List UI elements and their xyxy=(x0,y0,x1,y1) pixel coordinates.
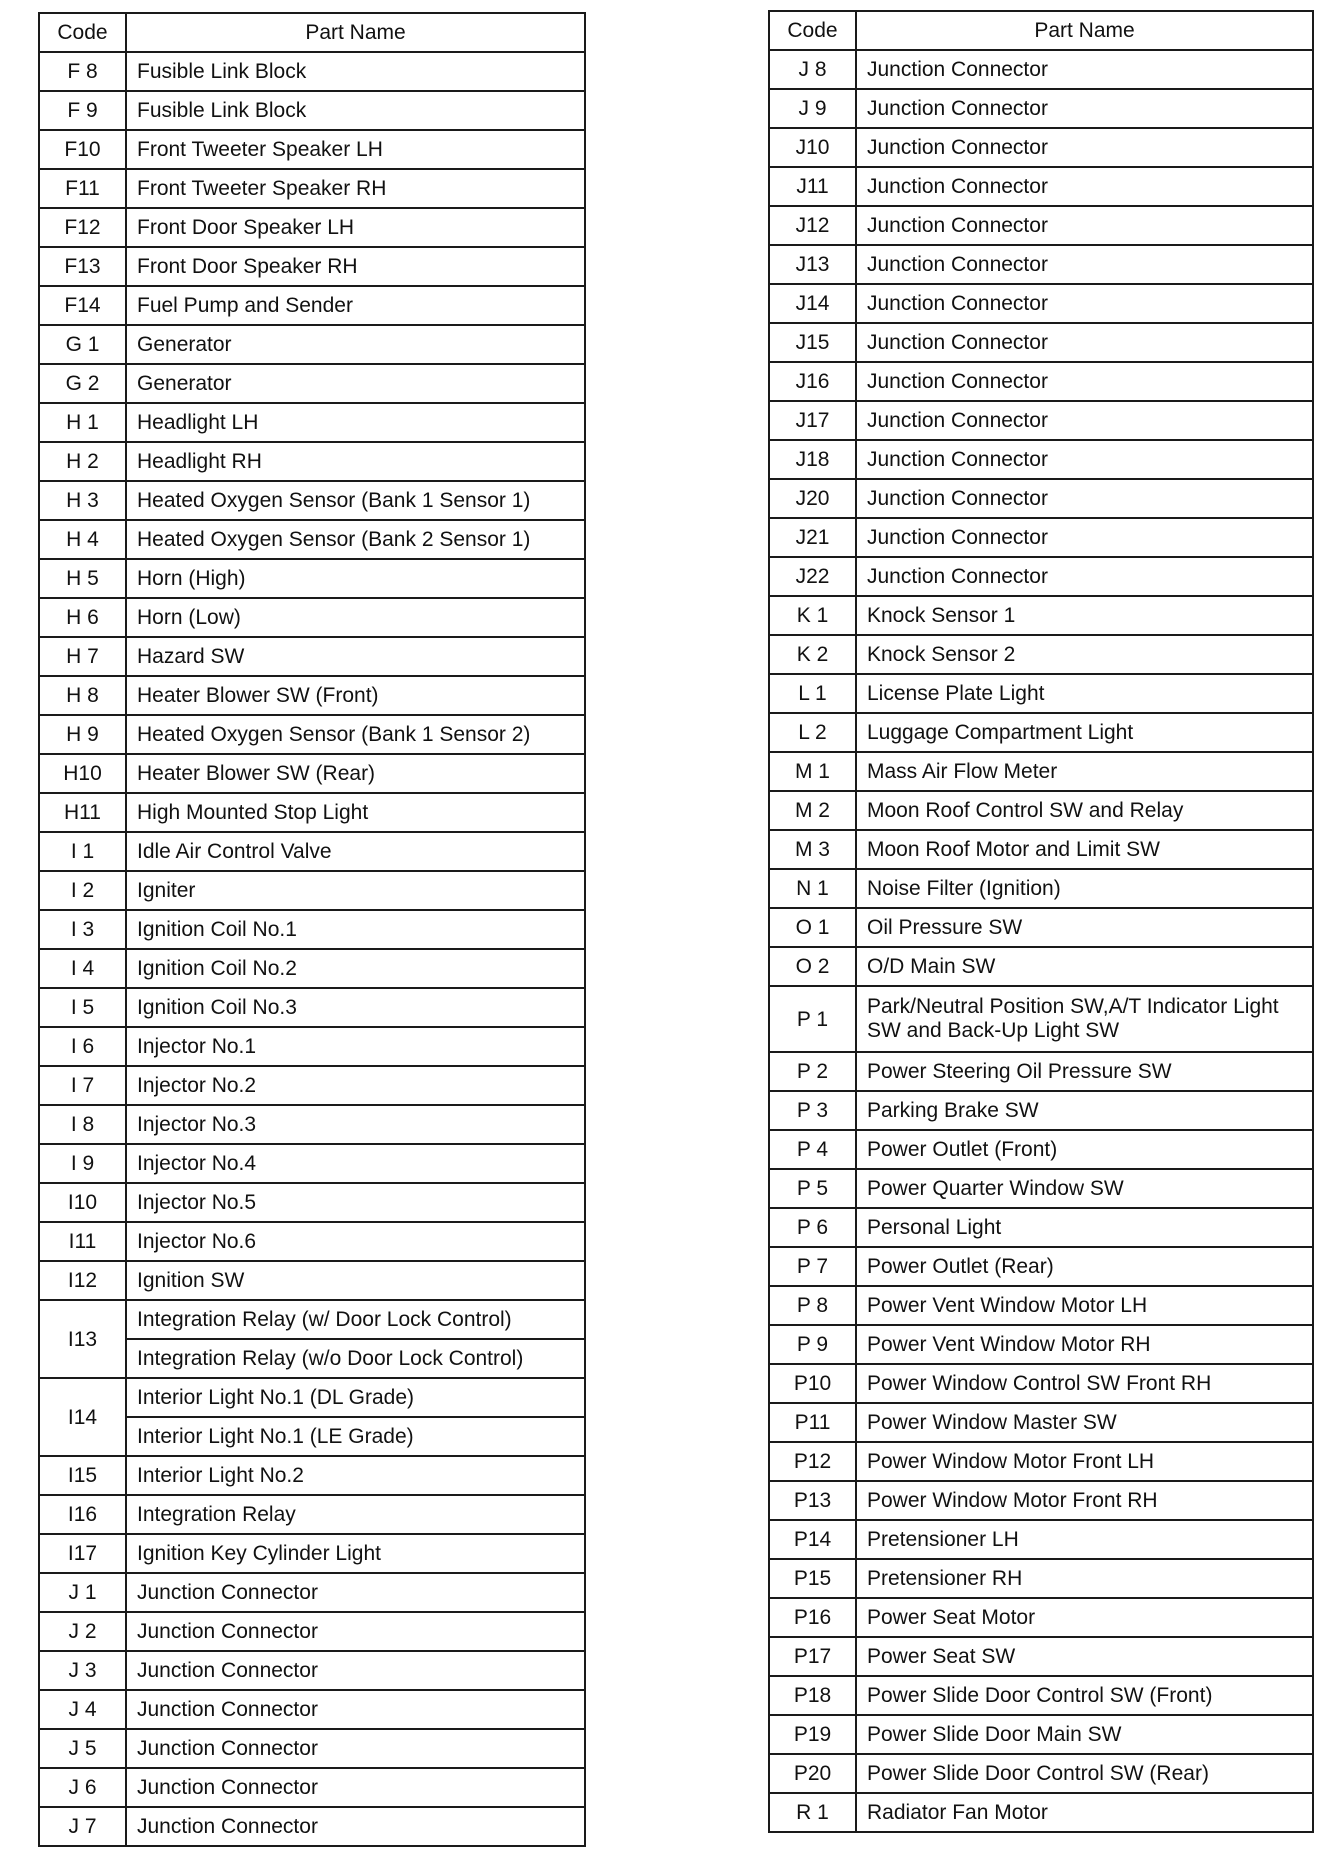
part-code-cell: H 5 xyxy=(39,559,126,598)
code-column-header: Code xyxy=(769,11,856,50)
part-code-cell: M 3 xyxy=(769,830,856,869)
part-name-cell: Knock Sensor 2 xyxy=(856,635,1313,674)
part-code-cell: P20 xyxy=(769,1754,856,1793)
table-row xyxy=(39,169,585,208)
table-row xyxy=(769,986,1313,1052)
part-name-cell: Moon Roof Motor and Limit SW xyxy=(856,830,1313,869)
table-row xyxy=(769,1559,1313,1598)
part-code-cell: M 1 xyxy=(769,752,856,791)
part-name-cell: Power Outlet (Rear) xyxy=(856,1247,1313,1286)
table-row xyxy=(39,481,585,520)
part-code-cell: J 3 xyxy=(39,1651,126,1690)
table-row xyxy=(769,830,1313,869)
part-code-cell: J13 xyxy=(769,245,856,284)
part-code-cell: H11 xyxy=(39,793,126,832)
table-row xyxy=(39,1456,585,1495)
part-code-cell: H 2 xyxy=(39,442,126,481)
part-code-cell: J15 xyxy=(769,323,856,362)
part-code-cell: L 1 xyxy=(769,674,856,713)
table-row xyxy=(39,208,585,247)
table-header-row xyxy=(39,13,585,52)
part-name-cell: Power Outlet (Front) xyxy=(856,1130,1313,1169)
part-code-cell: M 2 xyxy=(769,791,856,830)
part-name-cell: Mass Air Flow Meter xyxy=(856,752,1313,791)
part-name-cell: Front Tweeter Speaker LH xyxy=(126,130,585,169)
table-row xyxy=(769,1715,1313,1754)
part-name-cell: Power Slide Door Control SW (Rear) xyxy=(856,1754,1313,1793)
part-code-cell: P14 xyxy=(769,1520,856,1559)
part-code-cell: F 9 xyxy=(39,91,126,130)
part-name-cell: O/D Main SW xyxy=(856,947,1313,986)
part-code-cell: H 4 xyxy=(39,520,126,559)
part-code-cell: J 5 xyxy=(39,1729,126,1768)
part-code-cell: I 2 xyxy=(39,871,126,910)
part-name-cell: Personal Light xyxy=(856,1208,1313,1247)
table-row xyxy=(39,247,585,286)
table-row xyxy=(39,910,585,949)
table-row xyxy=(39,637,585,676)
part-code-cell: J18 xyxy=(769,440,856,479)
table-row xyxy=(39,949,585,988)
table-row xyxy=(39,1495,585,1534)
part-name-cell: Heater Blower SW (Front) xyxy=(126,676,585,715)
part-code-cell: P12 xyxy=(769,1442,856,1481)
table-row xyxy=(769,596,1313,635)
part-name-cell: Junction Connector xyxy=(856,284,1313,323)
part-code-cell: P19 xyxy=(769,1715,856,1754)
table-row xyxy=(39,1612,585,1651)
part-code-cell: I12 xyxy=(39,1261,126,1300)
table-row xyxy=(769,908,1313,947)
part-name-column-header: Part Name xyxy=(126,13,585,52)
table-row xyxy=(769,752,1313,791)
table-row xyxy=(39,1183,585,1222)
part-name-cell: Moon Roof Control SW and Relay xyxy=(856,791,1313,830)
table-row xyxy=(769,674,1313,713)
part-code-cell: G 1 xyxy=(39,325,126,364)
part-code-cell: P 4 xyxy=(769,1130,856,1169)
part-code-cell: H 8 xyxy=(39,676,126,715)
part-name-cell: Heated Oxygen Sensor (Bank 1 Sensor 2) xyxy=(126,715,585,754)
part-name-cell: Headlight RH xyxy=(126,442,585,481)
table-row xyxy=(39,1105,585,1144)
part-name-cell: Injector No.1 xyxy=(126,1027,585,1066)
table-row xyxy=(39,1300,585,1339)
table-row xyxy=(769,89,1313,128)
table-row xyxy=(769,1637,1313,1676)
table-row xyxy=(769,206,1313,245)
part-name-cell: Heated Oxygen Sensor (Bank 2 Sensor 1) xyxy=(126,520,585,559)
part-name-cell: Junction Connector xyxy=(856,128,1313,167)
table-row xyxy=(769,1403,1313,1442)
table-row xyxy=(39,1261,585,1300)
part-name-cell: Generator xyxy=(126,325,585,364)
table-row xyxy=(39,286,585,325)
part-name-cell: Junction Connector xyxy=(856,479,1313,518)
table-row xyxy=(769,518,1313,557)
part-code-cell: H10 xyxy=(39,754,126,793)
part-name-cell: Power Slide Door Main SW xyxy=(856,1715,1313,1754)
part-name-cell: Power Vent Window Motor LH xyxy=(856,1286,1313,1325)
table-row xyxy=(769,1754,1313,1793)
part-name-cell: Front Door Speaker LH xyxy=(126,208,585,247)
part-name-cell: Fuel Pump and Sender xyxy=(126,286,585,325)
part-name-cell: Integration Relay xyxy=(126,1495,585,1534)
table-row xyxy=(769,1481,1313,1520)
part-code-cell: P17 xyxy=(769,1637,856,1676)
table-row xyxy=(769,713,1313,752)
table-row xyxy=(769,479,1313,518)
table-row xyxy=(39,559,585,598)
table-row xyxy=(39,1768,585,1807)
part-name-cell: Junction Connector xyxy=(856,557,1313,596)
part-code-cell: I17 xyxy=(39,1534,126,1573)
part-code-cell: P 6 xyxy=(769,1208,856,1247)
part-name-cell: Ignition Coil No.2 xyxy=(126,949,585,988)
part-name-cell: Front Tweeter Speaker RH xyxy=(126,169,585,208)
part-name-cell: Junction Connector xyxy=(856,401,1313,440)
part-name-cell: Park/Neutral Position SW,A/T Indicator Light SW and Back-Up Light SW xyxy=(856,986,1313,1052)
part-code-cell: H 9 xyxy=(39,715,126,754)
table-row xyxy=(769,128,1313,167)
part-name-cell: Injector No.5 xyxy=(126,1183,585,1222)
part-name-cell: Interior Light No.1 (LE Grade) xyxy=(126,1417,585,1456)
table-row xyxy=(39,1807,585,1846)
part-name-cell: Power Window Motor Front RH xyxy=(856,1481,1313,1520)
part-name-cell: Junction Connector xyxy=(856,362,1313,401)
table-row xyxy=(769,1052,1313,1091)
part-code-cell: P15 xyxy=(769,1559,856,1598)
part-name-column-header: Part Name xyxy=(856,11,1313,50)
table-row xyxy=(39,403,585,442)
part-code-cell: P11 xyxy=(769,1403,856,1442)
table-row xyxy=(39,676,585,715)
part-name-cell: Injector No.6 xyxy=(126,1222,585,1261)
part-code-cell: N 1 xyxy=(769,869,856,908)
table-row xyxy=(39,520,585,559)
part-code-cell: F13 xyxy=(39,247,126,286)
part-name-cell: Heated Oxygen Sensor (Bank 1 Sensor 1) xyxy=(126,481,585,520)
part-code-cell: F10 xyxy=(39,130,126,169)
part-name-cell: Junction Connector xyxy=(856,167,1313,206)
table-row xyxy=(769,1169,1313,1208)
part-name-cell: Injector No.2 xyxy=(126,1066,585,1105)
part-code-cell: I11 xyxy=(39,1222,126,1261)
part-name-cell: Interior Light No.1 (DL Grade) xyxy=(126,1378,585,1417)
part-code-cell: I14 xyxy=(39,1378,126,1456)
table-row xyxy=(39,1651,585,1690)
table-row xyxy=(39,52,585,91)
part-code-cell: I 5 xyxy=(39,988,126,1027)
part-code-cell: F12 xyxy=(39,208,126,247)
table-row xyxy=(39,793,585,832)
part-code-cell: P13 xyxy=(769,1481,856,1520)
part-name-cell: Hazard SW xyxy=(126,637,585,676)
part-name-cell: Power Seat SW xyxy=(856,1637,1313,1676)
table-row xyxy=(39,364,585,403)
part-code-cell: I 8 xyxy=(39,1105,126,1144)
table-row xyxy=(769,1247,1313,1286)
part-name-cell: High Mounted Stop Light xyxy=(126,793,585,832)
table-row xyxy=(769,1520,1313,1559)
part-name-cell: Power Seat Motor xyxy=(856,1598,1313,1637)
part-name-cell: Knock Sensor 1 xyxy=(856,596,1313,635)
part-name-cell: Integration Relay (w/o Door Lock Control) xyxy=(126,1339,585,1378)
part-name-cell: Power Quarter Window SW xyxy=(856,1169,1313,1208)
part-code-cell: P 1 xyxy=(769,986,856,1052)
table-row xyxy=(769,440,1313,479)
part-code-cell: I 6 xyxy=(39,1027,126,1066)
part-name-cell: Ignition Coil No.3 xyxy=(126,988,585,1027)
part-name-cell: Power Slide Door Control SW (Front) xyxy=(856,1676,1313,1715)
part-code-cell: I 9 xyxy=(39,1144,126,1183)
part-name-cell: Parking Brake SW xyxy=(856,1091,1313,1130)
table-row xyxy=(39,130,585,169)
part-code-cell: H 6 xyxy=(39,598,126,637)
part-code-cell: P 7 xyxy=(769,1247,856,1286)
parts-table-left xyxy=(38,12,586,1847)
part-name-cell: Power Vent Window Motor RH xyxy=(856,1325,1313,1364)
table-row xyxy=(769,323,1313,362)
table-row xyxy=(39,1729,585,1768)
part-name-cell: Power Window Motor Front LH xyxy=(856,1442,1313,1481)
part-code-cell: P 9 xyxy=(769,1325,856,1364)
part-name-cell: Ignition SW xyxy=(126,1261,585,1300)
table-row xyxy=(39,715,585,754)
table-row xyxy=(769,1598,1313,1637)
part-code-cell: J 9 xyxy=(769,89,856,128)
table-row xyxy=(769,284,1313,323)
part-name-cell: Junction Connector xyxy=(126,1612,585,1651)
table-row xyxy=(769,401,1313,440)
part-name-cell: Heater Blower SW (Rear) xyxy=(126,754,585,793)
parts-table-body xyxy=(769,50,1313,1832)
part-code-cell: O 1 xyxy=(769,908,856,947)
table-row xyxy=(769,167,1313,206)
part-name-cell: Injector No.4 xyxy=(126,1144,585,1183)
table-row xyxy=(769,50,1313,89)
part-name-cell: Horn (Low) xyxy=(126,598,585,637)
part-code-cell: J 7 xyxy=(39,1807,126,1846)
table-row xyxy=(769,1364,1313,1403)
part-code-cell: P 3 xyxy=(769,1091,856,1130)
table-row xyxy=(769,947,1313,986)
table-row xyxy=(39,598,585,637)
table-row xyxy=(769,362,1313,401)
part-name-cell: Luggage Compartment Light xyxy=(856,713,1313,752)
table-row xyxy=(39,1378,585,1417)
part-code-cell: H 1 xyxy=(39,403,126,442)
part-code-cell: I 3 xyxy=(39,910,126,949)
part-name-cell: Junction Connector xyxy=(126,1651,585,1690)
part-name-cell: Power Window Master SW xyxy=(856,1403,1313,1442)
part-code-cell: J 2 xyxy=(39,1612,126,1651)
table-row xyxy=(39,325,585,364)
part-name-cell: Junction Connector xyxy=(126,1690,585,1729)
part-name-cell: Fusible Link Block xyxy=(126,91,585,130)
table-row xyxy=(39,91,585,130)
table-row xyxy=(769,245,1313,284)
part-code-cell: J20 xyxy=(769,479,856,518)
table-row xyxy=(39,871,585,910)
table-row xyxy=(39,1222,585,1261)
table-row xyxy=(39,1573,585,1612)
part-name-cell: Headlight LH xyxy=(126,403,585,442)
table-row xyxy=(769,869,1313,908)
part-name-cell: Idle Air Control Valve xyxy=(126,832,585,871)
table-row xyxy=(39,988,585,1027)
part-name-cell: Junction Connector xyxy=(126,1807,585,1846)
table-row xyxy=(769,1325,1313,1364)
parts-table-right xyxy=(768,10,1314,1833)
part-code-cell: J11 xyxy=(769,167,856,206)
part-name-cell: Junction Connector xyxy=(856,206,1313,245)
part-name-cell: Junction Connector xyxy=(856,323,1313,362)
part-name-cell: Pretensioner LH xyxy=(856,1520,1313,1559)
part-name-cell: Power Window Control SW Front RH xyxy=(856,1364,1313,1403)
part-code-cell: J10 xyxy=(769,128,856,167)
part-name-cell: Junction Connector xyxy=(126,1573,585,1612)
part-code-cell: H 7 xyxy=(39,637,126,676)
part-code-cell: F14 xyxy=(39,286,126,325)
part-code-cell: R 1 xyxy=(769,1793,856,1832)
part-code-cell: P 2 xyxy=(769,1052,856,1091)
part-code-cell: I 4 xyxy=(39,949,126,988)
part-code-cell: P10 xyxy=(769,1364,856,1403)
part-name-cell: Front Door Speaker RH xyxy=(126,247,585,286)
table-row xyxy=(39,754,585,793)
table-row xyxy=(769,1130,1313,1169)
part-code-cell: F 8 xyxy=(39,52,126,91)
part-code-cell: J 4 xyxy=(39,1690,126,1729)
part-name-cell: Junction Connector xyxy=(126,1729,585,1768)
part-name-cell: Generator xyxy=(126,364,585,403)
part-code-cell: J 1 xyxy=(39,1573,126,1612)
table-row xyxy=(39,1534,585,1573)
table-row xyxy=(39,1066,585,1105)
part-code-cell: O 2 xyxy=(769,947,856,986)
part-code-cell: J 6 xyxy=(39,1768,126,1807)
table-row xyxy=(39,1690,585,1729)
part-name-cell: Junction Connector xyxy=(856,89,1313,128)
code-column-header: Code xyxy=(39,13,126,52)
table-row xyxy=(39,442,585,481)
part-code-cell: P16 xyxy=(769,1598,856,1637)
table-row xyxy=(39,832,585,871)
part-name-cell: License Plate Light xyxy=(856,674,1313,713)
part-code-cell: I15 xyxy=(39,1456,126,1495)
part-name-cell: Pretensioner RH xyxy=(856,1559,1313,1598)
table-row xyxy=(769,1442,1313,1481)
part-name-cell: Power Steering Oil Pressure SW xyxy=(856,1052,1313,1091)
part-code-cell: F11 xyxy=(39,169,126,208)
part-name-cell: Integration Relay (w/ Door Lock Control) xyxy=(126,1300,585,1339)
part-name-cell: Horn (High) xyxy=(126,559,585,598)
part-code-cell: J12 xyxy=(769,206,856,245)
part-name-cell: Ignition Coil No.1 xyxy=(126,910,585,949)
table-row xyxy=(769,1676,1313,1715)
part-code-cell: J17 xyxy=(769,401,856,440)
part-code-cell: J 8 xyxy=(769,50,856,89)
parts-table-body xyxy=(39,52,585,1846)
part-name-cell: Junction Connector xyxy=(856,245,1313,284)
table-row xyxy=(769,635,1313,674)
part-name-cell: Junction Connector xyxy=(856,50,1313,89)
part-code-cell: J22 xyxy=(769,557,856,596)
part-code-cell: P 5 xyxy=(769,1169,856,1208)
part-name-cell: Noise Filter (Ignition) xyxy=(856,869,1313,908)
table-row xyxy=(769,1793,1313,1832)
table-row xyxy=(769,557,1313,596)
part-name-cell: Ignition Key Cylinder Light xyxy=(126,1534,585,1573)
part-code-cell: K 2 xyxy=(769,635,856,674)
part-code-cell: P18 xyxy=(769,1676,856,1715)
part-code-cell: I 7 xyxy=(39,1066,126,1105)
part-code-cell: I10 xyxy=(39,1183,126,1222)
part-name-cell: Radiator Fan Motor xyxy=(856,1793,1313,1832)
table-row xyxy=(39,1027,585,1066)
part-name-cell: Junction Connector xyxy=(126,1768,585,1807)
part-name-cell: Fusible Link Block xyxy=(126,52,585,91)
part-name-cell: Oil Pressure SW xyxy=(856,908,1313,947)
part-code-cell: G 2 xyxy=(39,364,126,403)
part-code-cell: J16 xyxy=(769,362,856,401)
part-name-cell: Junction Connector xyxy=(856,518,1313,557)
part-name-cell: Junction Connector xyxy=(856,440,1313,479)
part-code-cell: P 8 xyxy=(769,1286,856,1325)
part-code-cell: H 3 xyxy=(39,481,126,520)
part-code-cell: I 1 xyxy=(39,832,126,871)
table-row xyxy=(39,1144,585,1183)
part-code-cell: I13 xyxy=(39,1300,126,1378)
part-code-cell: J14 xyxy=(769,284,856,323)
table-header-row xyxy=(769,11,1313,50)
part-code-cell: I16 xyxy=(39,1495,126,1534)
part-name-cell: Interior Light No.2 xyxy=(126,1456,585,1495)
table-row xyxy=(769,1286,1313,1325)
part-code-cell: K 1 xyxy=(769,596,856,635)
table-row xyxy=(769,1208,1313,1247)
part-name-cell: Injector No.3 xyxy=(126,1105,585,1144)
part-name-cell: Igniter xyxy=(126,871,585,910)
table-row xyxy=(769,791,1313,830)
table-row xyxy=(769,1091,1313,1130)
part-code-cell: J21 xyxy=(769,518,856,557)
part-code-cell: L 2 xyxy=(769,713,856,752)
